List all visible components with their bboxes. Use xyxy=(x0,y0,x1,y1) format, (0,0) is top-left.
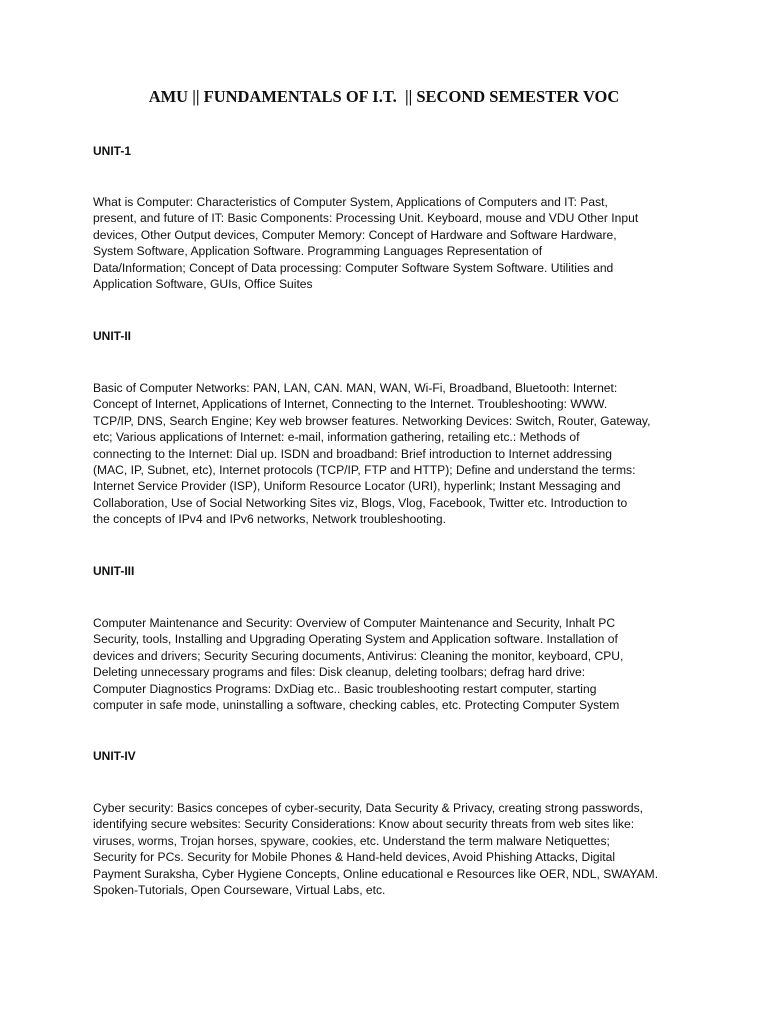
paragraph-line: Security, tools, Installing and Upgrading Operating System and Application software. Installation of xyxy=(93,632,618,647)
paragraph-line: devices and drivers; Security Securing documents, Antivirus: Cleaning the monitor, keyboard, CPU, xyxy=(93,648,624,663)
paragraph-line: Internet Service Provider (ISP), Uniform Resource Locator (URI), hyperlink; Instant Messaging and xyxy=(93,479,621,494)
paragraph-line: What is Computer: Characteristics of Computer System, Applications of Computers and IT: Past, xyxy=(93,195,608,209)
unit-1-paragraph xyxy=(93,194,693,292)
paragraph-line: present, and future of IT: Basic Components: Processing Unit. Keyboard, mouse and VDU Other Input xyxy=(93,211,639,226)
paragraph-line: connecting to the Internet: Dial up. ISDN and broadband: Brief introduction to Internet addressing xyxy=(93,446,613,461)
paragraph-line: identifying secure websites: Security Considerations: Know about security threats from web sites like: xyxy=(93,817,635,832)
paragraph-line: Computer Maintenance and Security: Overview of Computer Maintenance and Security, Inhalt PC xyxy=(93,616,616,630)
paragraph-line: System Software, Application Software. Programming Languages Representation of xyxy=(93,244,543,259)
unit-3-heading: UNIT-III xyxy=(93,564,135,578)
paragraph-line: Basic of Computer Networks: PAN, LAN, CAN. MAN, WAN, Wi-Fi, Broadband, Bluetooth: Internet: xyxy=(93,381,618,395)
paragraph-line: Payment Suraksha, Cyber Hygiene Concepts, Online educational e Resources like OER, NDL, SWAYAM. xyxy=(93,866,659,881)
paragraph-line: etc; Various applications of Internet: e-mail, information gathering, retailing etc.: Methods of xyxy=(93,430,580,445)
unit-1-heading: UNIT-1 xyxy=(93,144,132,158)
paragraph-line: viruses, worms, Trojan horses, spyware, cookies, etc. Understand the term malware Netiquettes; xyxy=(93,833,610,848)
paragraph-line: TCP/IP, DNS, Search Engine; Key web browser features. Networking Devices: Switch, Router, Gateway, xyxy=(93,413,651,428)
unit-2-heading: UNIT-II xyxy=(93,329,131,343)
paragraph-line: the concepts of IPv4 and IPv6 networks, Network troubleshooting. xyxy=(93,512,446,527)
unit-3-paragraph xyxy=(93,615,693,713)
unit-2-paragraph xyxy=(93,380,693,528)
paragraph-line: Concept of Internet, Applications of Internet, Connecting to the Internet. Troubleshooting: WWW. xyxy=(93,397,608,412)
unit-4-heading: UNIT-IV xyxy=(93,749,136,763)
paragraph-line: Computer Diagnostics Programs: DxDiag etc.. Basic troubleshooting restart computer, starting xyxy=(93,681,597,696)
document-title: AMU || FUNDAMENTALS OF I.T. || SECOND SEMESTER VOC xyxy=(148,87,620,106)
paragraph-line: Security for PCs. Security for Mobile Phones & Hand-held devices, Avoid Phishing Attacks, Digital xyxy=(93,850,616,865)
paragraph-line: devices, Other Output devices, Computer Memory: Concept of Hardware and Software Hardware, xyxy=(93,227,617,242)
paragraph-line: Deleting unnecessary programs and files: Disk cleanup, deleting toolbars; defrag hard drive: xyxy=(93,665,586,680)
paragraph-line: computer in safe mode, uninstalling a software, checking cables, etc. Protecting Computer System xyxy=(93,698,620,713)
paragraph-line: Application Software, GUIs, Office Suites xyxy=(93,277,313,292)
paragraph-line: Cyber security: Basics concepes of cyber-security, Data Security & Privacy, creating strong passwords, xyxy=(93,801,644,815)
paragraph-line: (MAC, IP, Subnet, etc), Internet protocols (TCP/IP, FTP and HTTP); Define and understand the terms: xyxy=(93,463,636,478)
paragraph-line: Spoken-Tutorials, Open Courseware, Virtual Labs, etc. xyxy=(93,883,386,898)
paragraph-line: Collaboration, Use of Social Networking Sites viz, Blogs, Vlog, Facebook, Twitter etc. Introduction to xyxy=(93,495,628,510)
unit-4-paragraph xyxy=(93,800,693,898)
paragraph-line: Data/Information; Concept of Data processing: Computer Software System Software. Utilities and xyxy=(93,260,614,275)
